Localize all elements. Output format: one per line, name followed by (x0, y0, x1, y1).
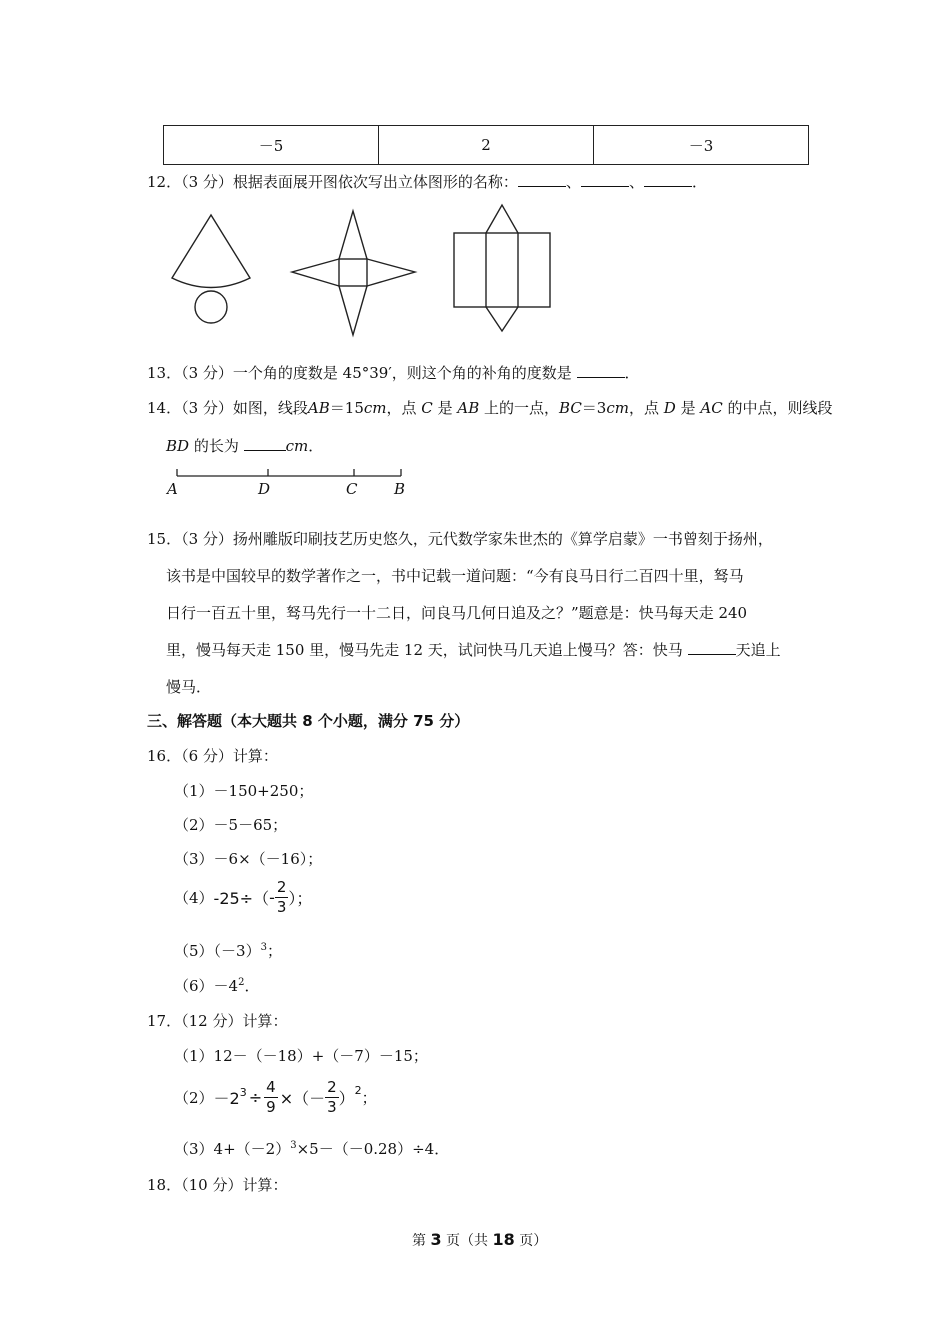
math-expr: ） (338, 1089, 355, 1108)
question-number: 13． (147, 364, 182, 382)
question-number: 16． (147, 747, 182, 765)
period: ． (624, 364, 640, 382)
period: ． (691, 173, 707, 191)
net-figures (160, 200, 560, 340)
answer-blank (577, 363, 625, 378)
text: 里，慢马每天走 150 里，慢马先走 12 天，试问快马几天追上慢马？答：快马 (166, 641, 683, 659)
question-text: 计算： (242, 1012, 288, 1030)
numerator: 4 (266, 1078, 276, 1096)
question-text: 计算： (242, 1176, 288, 1194)
text: ； (266, 942, 282, 960)
math-unit: cm (285, 437, 309, 455)
math-expr: ）； (288, 889, 313, 908)
question-15 (147, 528, 773, 549)
math-expr: -25÷（ (213, 889, 270, 908)
denominator: 9 (266, 1098, 276, 1116)
point-label-b: B (394, 480, 406, 498)
square-pyramid-net-figure (292, 211, 415, 335)
exponent: 2 (238, 977, 245, 988)
numerator: 2 (276, 878, 287, 896)
sub-question-3 (174, 1138, 449, 1159)
question-points: （3 分） (181, 530, 233, 548)
question-points: （3 分） (181, 364, 233, 382)
question-14 (147, 397, 832, 418)
math-var: AB (307, 399, 330, 417)
point-label-d: D (258, 480, 271, 498)
question-number: 17． (147, 1012, 182, 1030)
minus-sign: - (269, 888, 275, 907)
math-unit: cm (363, 399, 387, 417)
exponent: 3 (260, 942, 267, 953)
math-var: BD (166, 437, 190, 455)
table-row (164, 126, 809, 165)
text: 的中点，则线段 (727, 399, 833, 417)
sub-question-1: （1）－150+250； (174, 782, 314, 800)
table-cell: －3 (594, 126, 809, 165)
question-14-line2 (166, 435, 323, 456)
table-cell: 2 (379, 126, 594, 165)
exponent: 3 (290, 1140, 297, 1151)
sub-question-5 (174, 940, 282, 961)
separator: 、 (628, 173, 644, 191)
question-points: （3 分） (181, 173, 233, 191)
math-unit: cm (606, 399, 629, 417)
question-number: 12． (147, 173, 182, 191)
text: ＝3 (581, 399, 607, 417)
math-expr: ÷ (248, 1088, 263, 1107)
question-points: （12 分） (181, 1012, 243, 1030)
sub-question-2: （2）－5－65； (174, 816, 288, 834)
values-table (163, 125, 809, 165)
math-var: AC (700, 399, 723, 417)
question-15-line3: 日行一百五十里，驽马先行一十二日，问良马几何日追及之？”题意是：快马每天走 240 (166, 604, 748, 622)
math-var: C (421, 399, 433, 417)
question-text: 计算： (232, 747, 278, 765)
triangular-prism-net-figure (454, 205, 550, 331)
text: 页） (519, 1233, 548, 1249)
section-heading: 三、解答题（本大题共 8 个小题，满分 75 分） (147, 712, 470, 730)
text: 上的一点， (484, 399, 560, 417)
table-cell: －5 (164, 126, 379, 165)
answer-blank (644, 172, 692, 187)
text: （6）－4 (174, 977, 239, 995)
question-13 (147, 362, 640, 383)
text: 页（共 (446, 1233, 489, 1249)
text: 扬州雕版印刷技艺历史悠久，元代数学家朱世杰的《算学启蒙》一书曾刻于扬州， (232, 530, 773, 548)
denominator: 3 (327, 1098, 337, 1116)
denominator: 3 (276, 898, 287, 916)
math-expr: －2 (213, 1089, 240, 1108)
math-var: BC (559, 399, 582, 417)
question-12 (147, 171, 707, 192)
text: 是 (437, 399, 453, 417)
text: 如图，线段 (232, 399, 308, 417)
question-points: （10 分） (181, 1176, 243, 1194)
answer-blank (244, 436, 286, 451)
question-15-line2: 该书是中国较早的数学著作之一，书中记载一道问题：“今有良马日行二百四十里，驽马 (166, 567, 744, 585)
question-15-line4 (166, 639, 781, 660)
text: ，点 (628, 399, 659, 417)
separator: 、 (565, 173, 581, 191)
text: ×5－（－0.28）÷4． (296, 1140, 450, 1158)
period: ． (308, 437, 324, 455)
question-17 (147, 1010, 287, 1031)
sub-question-6 (174, 975, 259, 996)
math-var: AB (457, 399, 480, 417)
question-number: 15． (147, 530, 182, 548)
page-number: 3 (430, 1230, 442, 1249)
numerator: 2 (327, 1078, 337, 1096)
fraction (275, 880, 289, 915)
point-label-a: A (167, 480, 178, 498)
sub-question-1: （1）12－（－18）+（－7）－15； (174, 1047, 428, 1065)
text: 天追上 (735, 641, 781, 659)
text: ； (361, 1089, 377, 1107)
question-points: （6 分） (181, 747, 233, 765)
answer-blank (518, 172, 566, 187)
text: ＝15 (329, 399, 364, 417)
question-number: 18． (147, 1176, 182, 1194)
question-number: 14． (147, 399, 182, 417)
text: （5）（－3） (174, 942, 261, 960)
sub-question-4 (174, 880, 312, 915)
question-18 (147, 1174, 287, 1195)
text: （4） (174, 889, 214, 907)
text: ，点 (386, 399, 417, 417)
math-var: D (663, 399, 676, 417)
text: 第 (412, 1233, 426, 1249)
segment-figure (163, 462, 413, 500)
text: （2） (174, 1089, 214, 1107)
segment-line (177, 469, 401, 476)
point-label-c: C (346, 480, 358, 498)
page-footer (412, 1230, 547, 1250)
page-total: 18 (492, 1230, 515, 1249)
question-text: 根据表面展开图依次写出立体图形的名称： (232, 173, 518, 191)
cone-net-figure (172, 215, 250, 323)
exponent: 3 (239, 1086, 247, 1099)
question-text: 一个角的度数是 45°39′，则这个角的补角的度数是 (232, 364, 572, 382)
text: （3）4+（－2） (174, 1140, 291, 1158)
question-16 (147, 745, 278, 766)
answer-blank (688, 640, 736, 655)
fraction (325, 1080, 339, 1115)
math-expr: ×（－ (279, 1089, 326, 1108)
fraction (264, 1080, 278, 1115)
sub-question-2 (174, 1080, 377, 1115)
sub-question-3: （3）－6×（－16）； (174, 850, 323, 868)
text: 的长为 (193, 437, 239, 455)
question-points: （3 分） (181, 399, 233, 417)
answer-blank (581, 172, 629, 187)
text: ． (244, 977, 260, 995)
text: 是 (680, 399, 696, 417)
exponent: 2 (354, 1084, 362, 1097)
question-15-line5: 慢马． (166, 678, 212, 696)
